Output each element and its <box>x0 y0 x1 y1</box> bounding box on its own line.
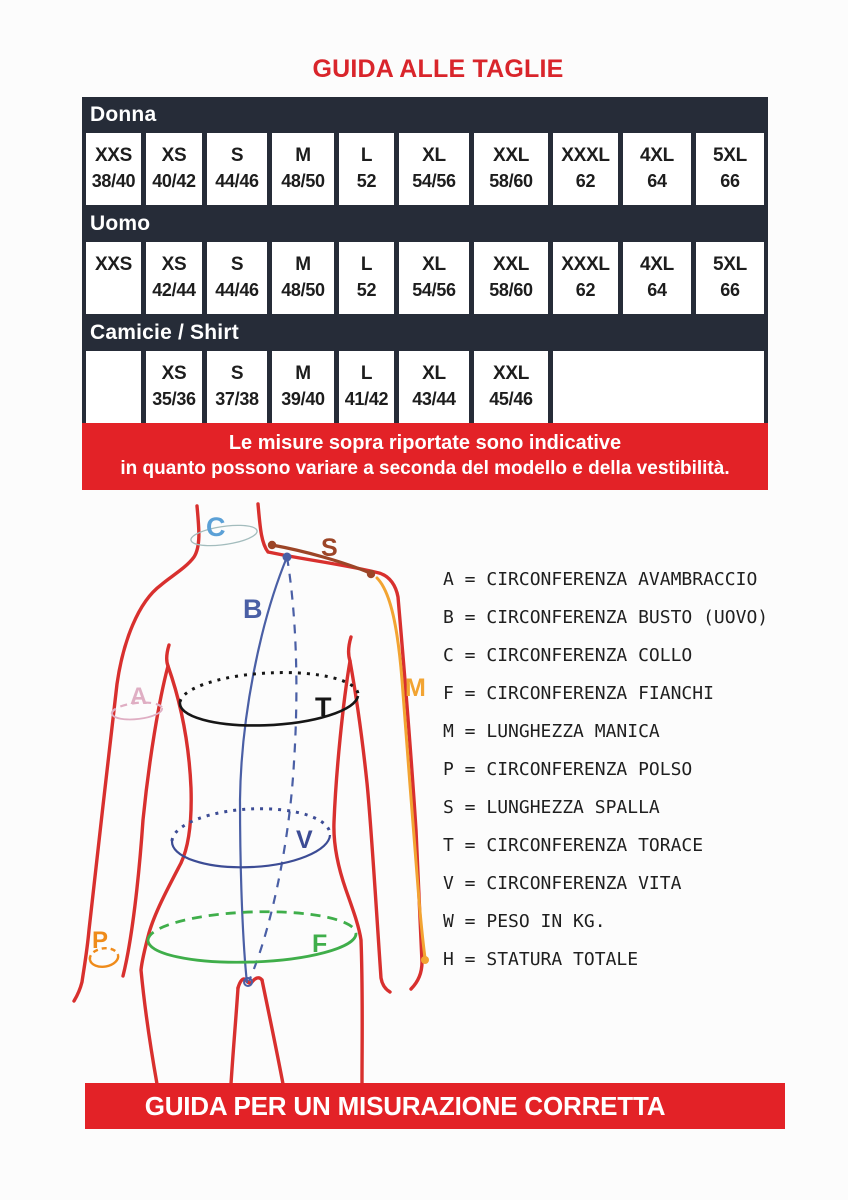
size-cell: M 39/40 <box>272 351 334 423</box>
size-cell: XS 40/42 <box>146 133 202 205</box>
size-cell: XXL 58/60 <box>474 242 548 314</box>
size-cell: 4XL 64 <box>623 242 691 314</box>
legend-separator: = <box>453 872 487 894</box>
size-cell: L 52 <box>339 133 394 205</box>
size-cell: XXXL 62 <box>553 133 618 205</box>
legend-desc: CIRCONFERENZA BUSTO (UOVO) <box>486 606 769 628</box>
note-line-1: Le misure sopra riportate sono indicative <box>228 432 622 454</box>
size-cell: XXL 58/60 <box>474 133 548 205</box>
legend-row <box>443 788 768 826</box>
legend-letter: P <box>443 758 454 780</box>
legend-desc: CIRCONFERENZA TORACE <box>486 834 704 856</box>
size-cell: XXS <box>86 242 141 314</box>
wrist-ellipse-solid <box>90 955 118 967</box>
legend-desc: LUNGHEZZA SPALLA <box>486 796 660 818</box>
legend-desc: CIRCONFERENZA FIANCHI <box>486 682 714 704</box>
size-cell: XL 54/56 <box>399 133 469 205</box>
size-cell: XL 43/44 <box>399 351 469 423</box>
size-cell: XXS 38/40 <box>86 133 141 205</box>
size-cell: XXL 45/46 <box>474 351 548 423</box>
footer-banner: GUIDA PER UN MISURAZIONE CORRETTA <box>85 1083 785 1129</box>
legend-separator: = <box>453 682 487 704</box>
legend-separator: = <box>453 948 487 970</box>
legend-letter: C <box>443 644 454 666</box>
table-header-label: Camicie / Shirt <box>90 321 239 344</box>
legend-row <box>443 750 768 788</box>
legend-desc: LUNGHEZZA MANICA <box>486 720 660 742</box>
size-cell: 4XL 64 <box>623 133 691 205</box>
size-cell: L 41/42 <box>339 351 394 423</box>
legend-desc: CIRCONFERENZA VITA <box>486 872 682 894</box>
legend-letter: B <box>443 606 454 628</box>
sleeve-end-dot <box>421 956 429 964</box>
page-title: GUIDA ALLE TAGLIE <box>312 55 564 83</box>
legend-letter: V <box>443 872 454 894</box>
size-cell: M 48/50 <box>272 242 334 314</box>
legend-row <box>443 636 768 674</box>
body-outline-right-torso-leg <box>334 661 362 1084</box>
size-cell: S 37/38 <box>207 351 267 423</box>
legend-letter: F <box>443 682 454 704</box>
bust-top-dot <box>283 553 292 562</box>
diagram-label-v: V <box>296 826 313 854</box>
body-outline-left-torso-leg <box>141 666 191 1084</box>
size-cell: S 44/46 <box>207 242 267 314</box>
note-line-2: in quanto possono variare a seconda del modello e della vestibilità. <box>120 458 730 479</box>
measurement-legend <box>443 560 768 978</box>
diagram-label-m: M <box>405 674 426 702</box>
body-outline-left-inner-leg <box>231 988 238 1084</box>
legend-letter: M <box>443 720 454 742</box>
legend-separator: = <box>453 834 487 856</box>
legend-row <box>443 864 768 902</box>
legend-letter: A <box>443 568 454 590</box>
legend-row <box>443 598 768 636</box>
legend-row <box>443 560 768 598</box>
legend-separator: = <box>453 644 487 666</box>
legend-separator: = <box>453 606 487 628</box>
table-header-label: Donna <box>90 103 157 126</box>
legend-row <box>443 940 768 978</box>
size-cell: 5XL 66 <box>696 133 764 205</box>
legend-row <box>443 902 768 940</box>
size-cell: XS 35/36 <box>146 351 202 423</box>
diagram-label-s: S <box>321 534 338 562</box>
diagram-label-p: P <box>92 927 109 954</box>
diagram-label-t: T <box>315 692 332 722</box>
diagram-label-b: B <box>243 594 263 624</box>
diagram-label-a: A <box>130 683 148 710</box>
legend-separator: = <box>453 796 487 818</box>
legend-desc: STATURA TOTALE <box>486 948 639 970</box>
legend-desc: PESO IN KG. <box>486 910 606 932</box>
legend-desc: CIRCONFERENZA COLLO <box>486 644 693 666</box>
legend-row <box>443 712 768 750</box>
legend-separator: = <box>453 910 487 932</box>
legend-letter: S <box>443 796 454 818</box>
size-cell: L 52 <box>339 242 394 314</box>
size-cell: M 48/50 <box>272 133 334 205</box>
table-header-label: Uomo <box>90 212 151 235</box>
legend-separator: = <box>453 568 487 590</box>
legend-row <box>443 826 768 864</box>
legend-separator: = <box>453 720 487 742</box>
body-outline-right-inner-leg <box>262 980 283 1084</box>
legend-row <box>443 674 768 712</box>
legend-letter: W <box>443 910 454 932</box>
size-cell: XL 54/56 <box>399 242 469 314</box>
diagram-label-f: F <box>312 930 328 958</box>
size-cell: S 44/46 <box>207 133 267 205</box>
shoulder-dot-start <box>268 541 276 549</box>
legend-desc: CIRCONFERENZA AVAMBRACCIO <box>486 568 758 590</box>
size-cell: XS 42/44 <box>146 242 202 314</box>
diagram-label-c: C <box>206 512 226 542</box>
legend-letter: H <box>443 948 454 970</box>
shoulder-dot-end <box>367 570 375 578</box>
legend-desc: CIRCONFERENZA POLSO <box>486 758 693 780</box>
size-cell: XXXL 62 <box>553 242 618 314</box>
size-cell: 5XL 66 <box>696 242 764 314</box>
legend-separator: = <box>453 758 487 780</box>
legend-letter: T <box>443 834 454 856</box>
